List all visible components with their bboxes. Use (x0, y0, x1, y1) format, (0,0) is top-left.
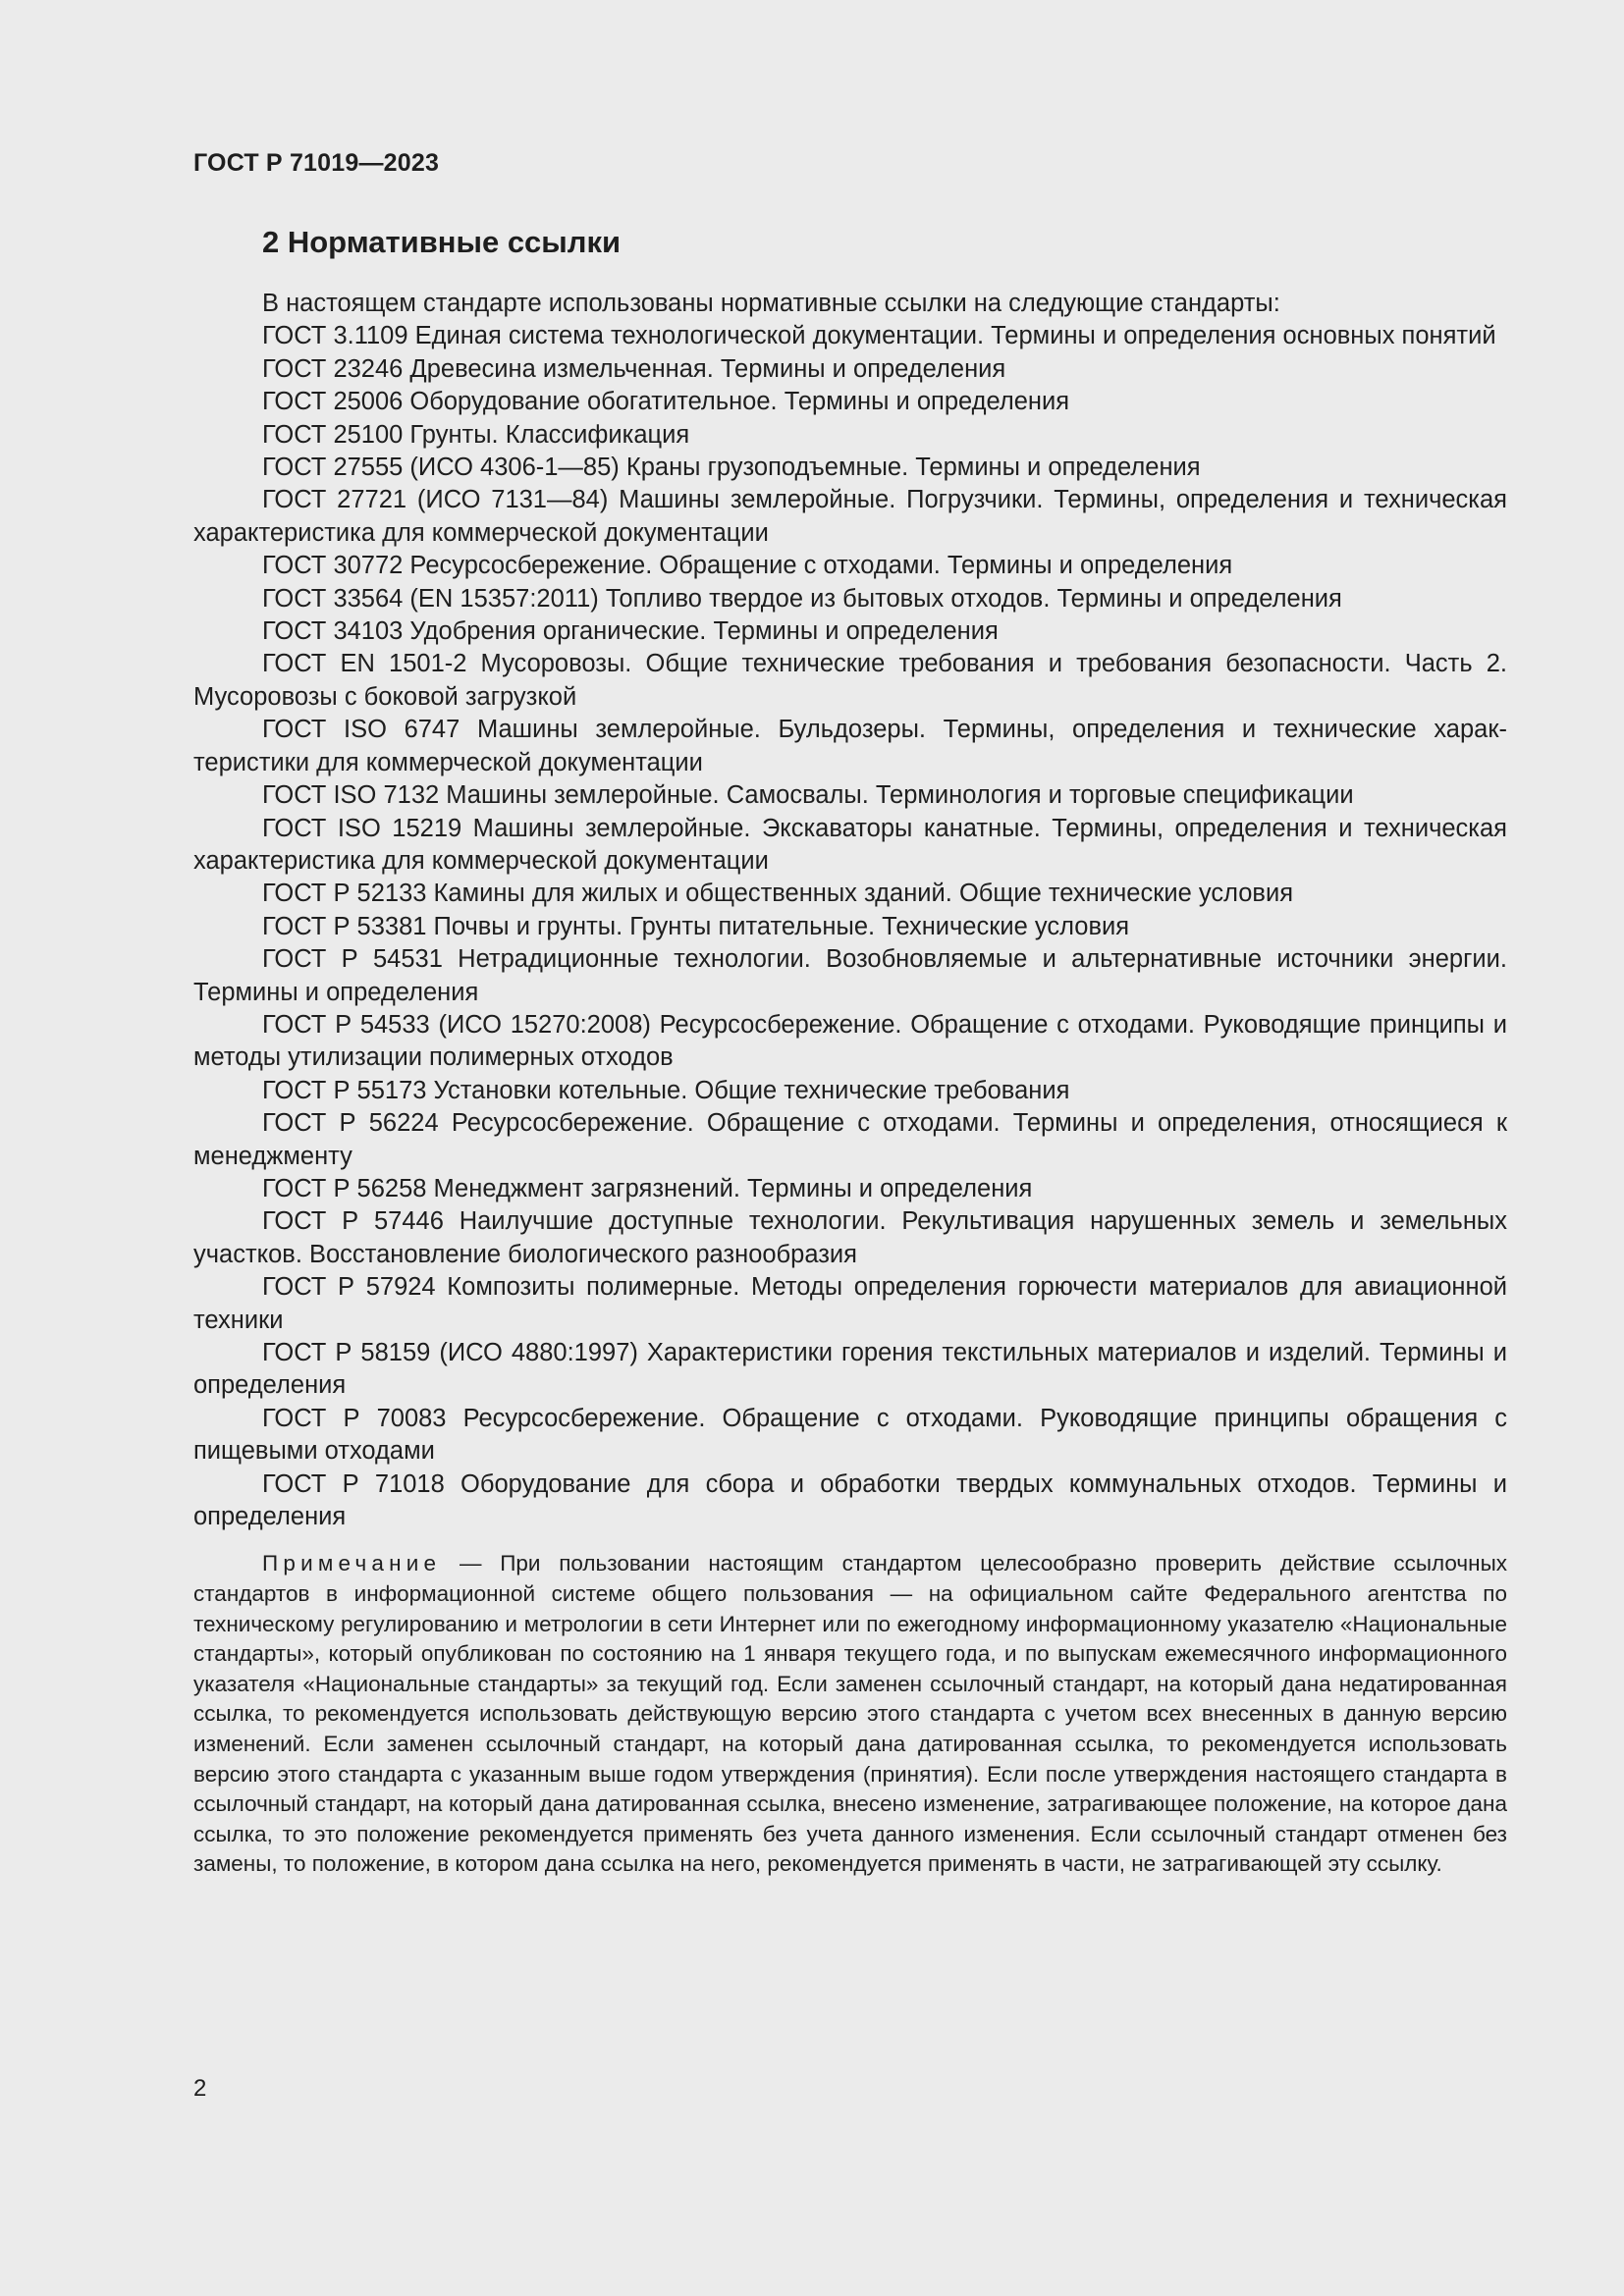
reference-item: ГОСТ Р 55173 Установки котельные. Общие технические требования (262, 1076, 1070, 1104)
note-label: Примечание (262, 1551, 442, 1576)
reference-item: ГОСТ 34103 Удобрения органические. Термины и определения (262, 617, 999, 646)
reference-item: ГОСТ Р 56258 Менеджмент загрязнений. Термины и определения (262, 1174, 1033, 1202)
reference-item: ГОСТ Р 58159 (ИСО 4880:1997) Характеристики горения текстильных материалов и изделий. Термины и определения (193, 1339, 1507, 1400)
reference-item: ГОСТ EN 1501-2 Мусоровозы. Общие технические требования и требования безопасности. Часть 2. Мусоровозы с боковой загрузкой (193, 650, 1507, 711)
reference-item: ГОСТ Р 53381 Почвы и грунты. Грунты питательные. Технические условия (262, 912, 1130, 940)
reference-item: ГОСТ Р 54531 Нетрадиционные технологии. Возобновляемые и альтернативные источники энергии. Термины и определения (193, 945, 1507, 1006)
reference-item: ГОСТ Р 54533 (ИСО 15270:2008) Ресурсосбережение. Обращение с отходами. Руководящие принципы и методы утилизации полимерных отходов (193, 1010, 1507, 1072)
reference-item: ГОСТ Р 71018 Оборудование для сбора и обработки твердых коммунальных отходов. Термины и определения (193, 1469, 1507, 1531)
page-number: 2 (193, 2075, 207, 2102)
reference-item: ГОСТ Р 57924 Композиты полимерные. Методы определения горючести материалов для авиационной техники (193, 1273, 1507, 1334)
reference-item: ГОСТ 30772 Ресурсосбережение. Обращение с отходами. Термины и определения (262, 552, 1233, 580)
reference-list (193, 320, 1507, 1533)
reference-item: ГОСТ 3.1109 Единая система технологической документации. Термины и определения основных понятий (262, 322, 1496, 350)
reference-item: ГОСТ ISO 15219 Машины землеройные. Экскаваторы канатные. Термины, определения и техническая характеристика для коммерческой документации (193, 814, 1507, 875)
reference-item: ГОСТ Р 56224 Ресурсосбережение. Обращение с отходами. Термины и определения, относящиеся к менеджменту (193, 1109, 1507, 1170)
reference-item: ГОСТ 25100 Грунты. Классификация (262, 420, 690, 449)
note-text: — При пользовании настоящим стандартом целесообразно проверить действие ссылочных стандартов в информационной системе общего пользования — на официальном сайте Федерального агентства по техническому регулированию и метрологии в сети Интернет или по ежегодному информационному указателю «Национальные стандарты», который опубликован по состоянию на 1 января текущего года, и по выпускам ежемесячного информационного указателя «Национальные стандарты» за текущий год. Если заменен ссылочный стандарт, на который дана недатированная ссылка, то рекомендуется использовать действующую версию этого стандарта с учетом всех внесенных в данную версию изменений. Если заменен ссылочный стандарт, на который дана датированная ссылка, то рекомендуется использовать версию этого стандарта с указанным выше годом утверждения (принятия). Если после утверждения настоящего стандарта в ссылочный стандарт, на который дана датированная ссылка, внесено изменение, затрагивающее положение, на которое дана ссылка, то это положение рекомендуется применять без учета данного изменения. Если ссылочный стандарт отменен без замены, то положение, в котором дана ссылка на него, рекомендуется применять в части, не затрагивающей эту ссылку. (193, 1551, 1507, 1877)
reference-item: ГОСТ Р 70083 Ресурсосбережение. Обращение с отходами. Руководящие принципы обращения с пищевыми отходами (193, 1404, 1507, 1466)
section-body (193, 288, 1507, 1880)
reference-item: ГОСТ 25006 Оборудование обогатительное. Термины и определения (262, 388, 1070, 416)
note-paragraph (193, 1549, 1507, 1880)
reference-item: ГОСТ ISO 7132 Машины землеройные. Самосвалы. Терминология и торговые спецификации (262, 781, 1354, 810)
section-title: 2 Нормативные ссылки (262, 225, 622, 259)
reference-item: ГОСТ 27721 (ИСО 7131—84) Машины землеройные. Погрузчики. Термины, определения и техническая характеристика для коммерческой документации (193, 486, 1507, 547)
reference-item: ГОСТ ISO 6747 Машины землеройные. Бульдозеры. Термины, определения и технические характеристики для коммерческой документации (193, 716, 1507, 776)
section-intro: В настоящем стандарте использованы нормативные ссылки на следующие стандарты: (262, 290, 1280, 317)
reference-item: ГОСТ Р 52133 Камины для жилых и общественных зданий. Общие технические условия (262, 880, 1294, 908)
reference-item: ГОСТ 33564 (EN 15357:2011) Топливо твердое из бытовых отходов. Термины и определения (262, 584, 1342, 613)
reference-item: ГОСТ Р 57446 Наилучшие доступные технологии. Рекультивация нарушенных земель и земельных участков. Восстановление биологического разнообразия (193, 1207, 1507, 1268)
reference-item: ГОСТ 23246 Древесина измельченная. Термины и определения (262, 354, 1006, 383)
reference-item: ГОСТ 27555 (ИСО 4306-1—85) Краны грузоподъемные. Термины и определения (262, 454, 1201, 482)
document-header: ГОСТ Р 71019—2023 (193, 149, 440, 177)
